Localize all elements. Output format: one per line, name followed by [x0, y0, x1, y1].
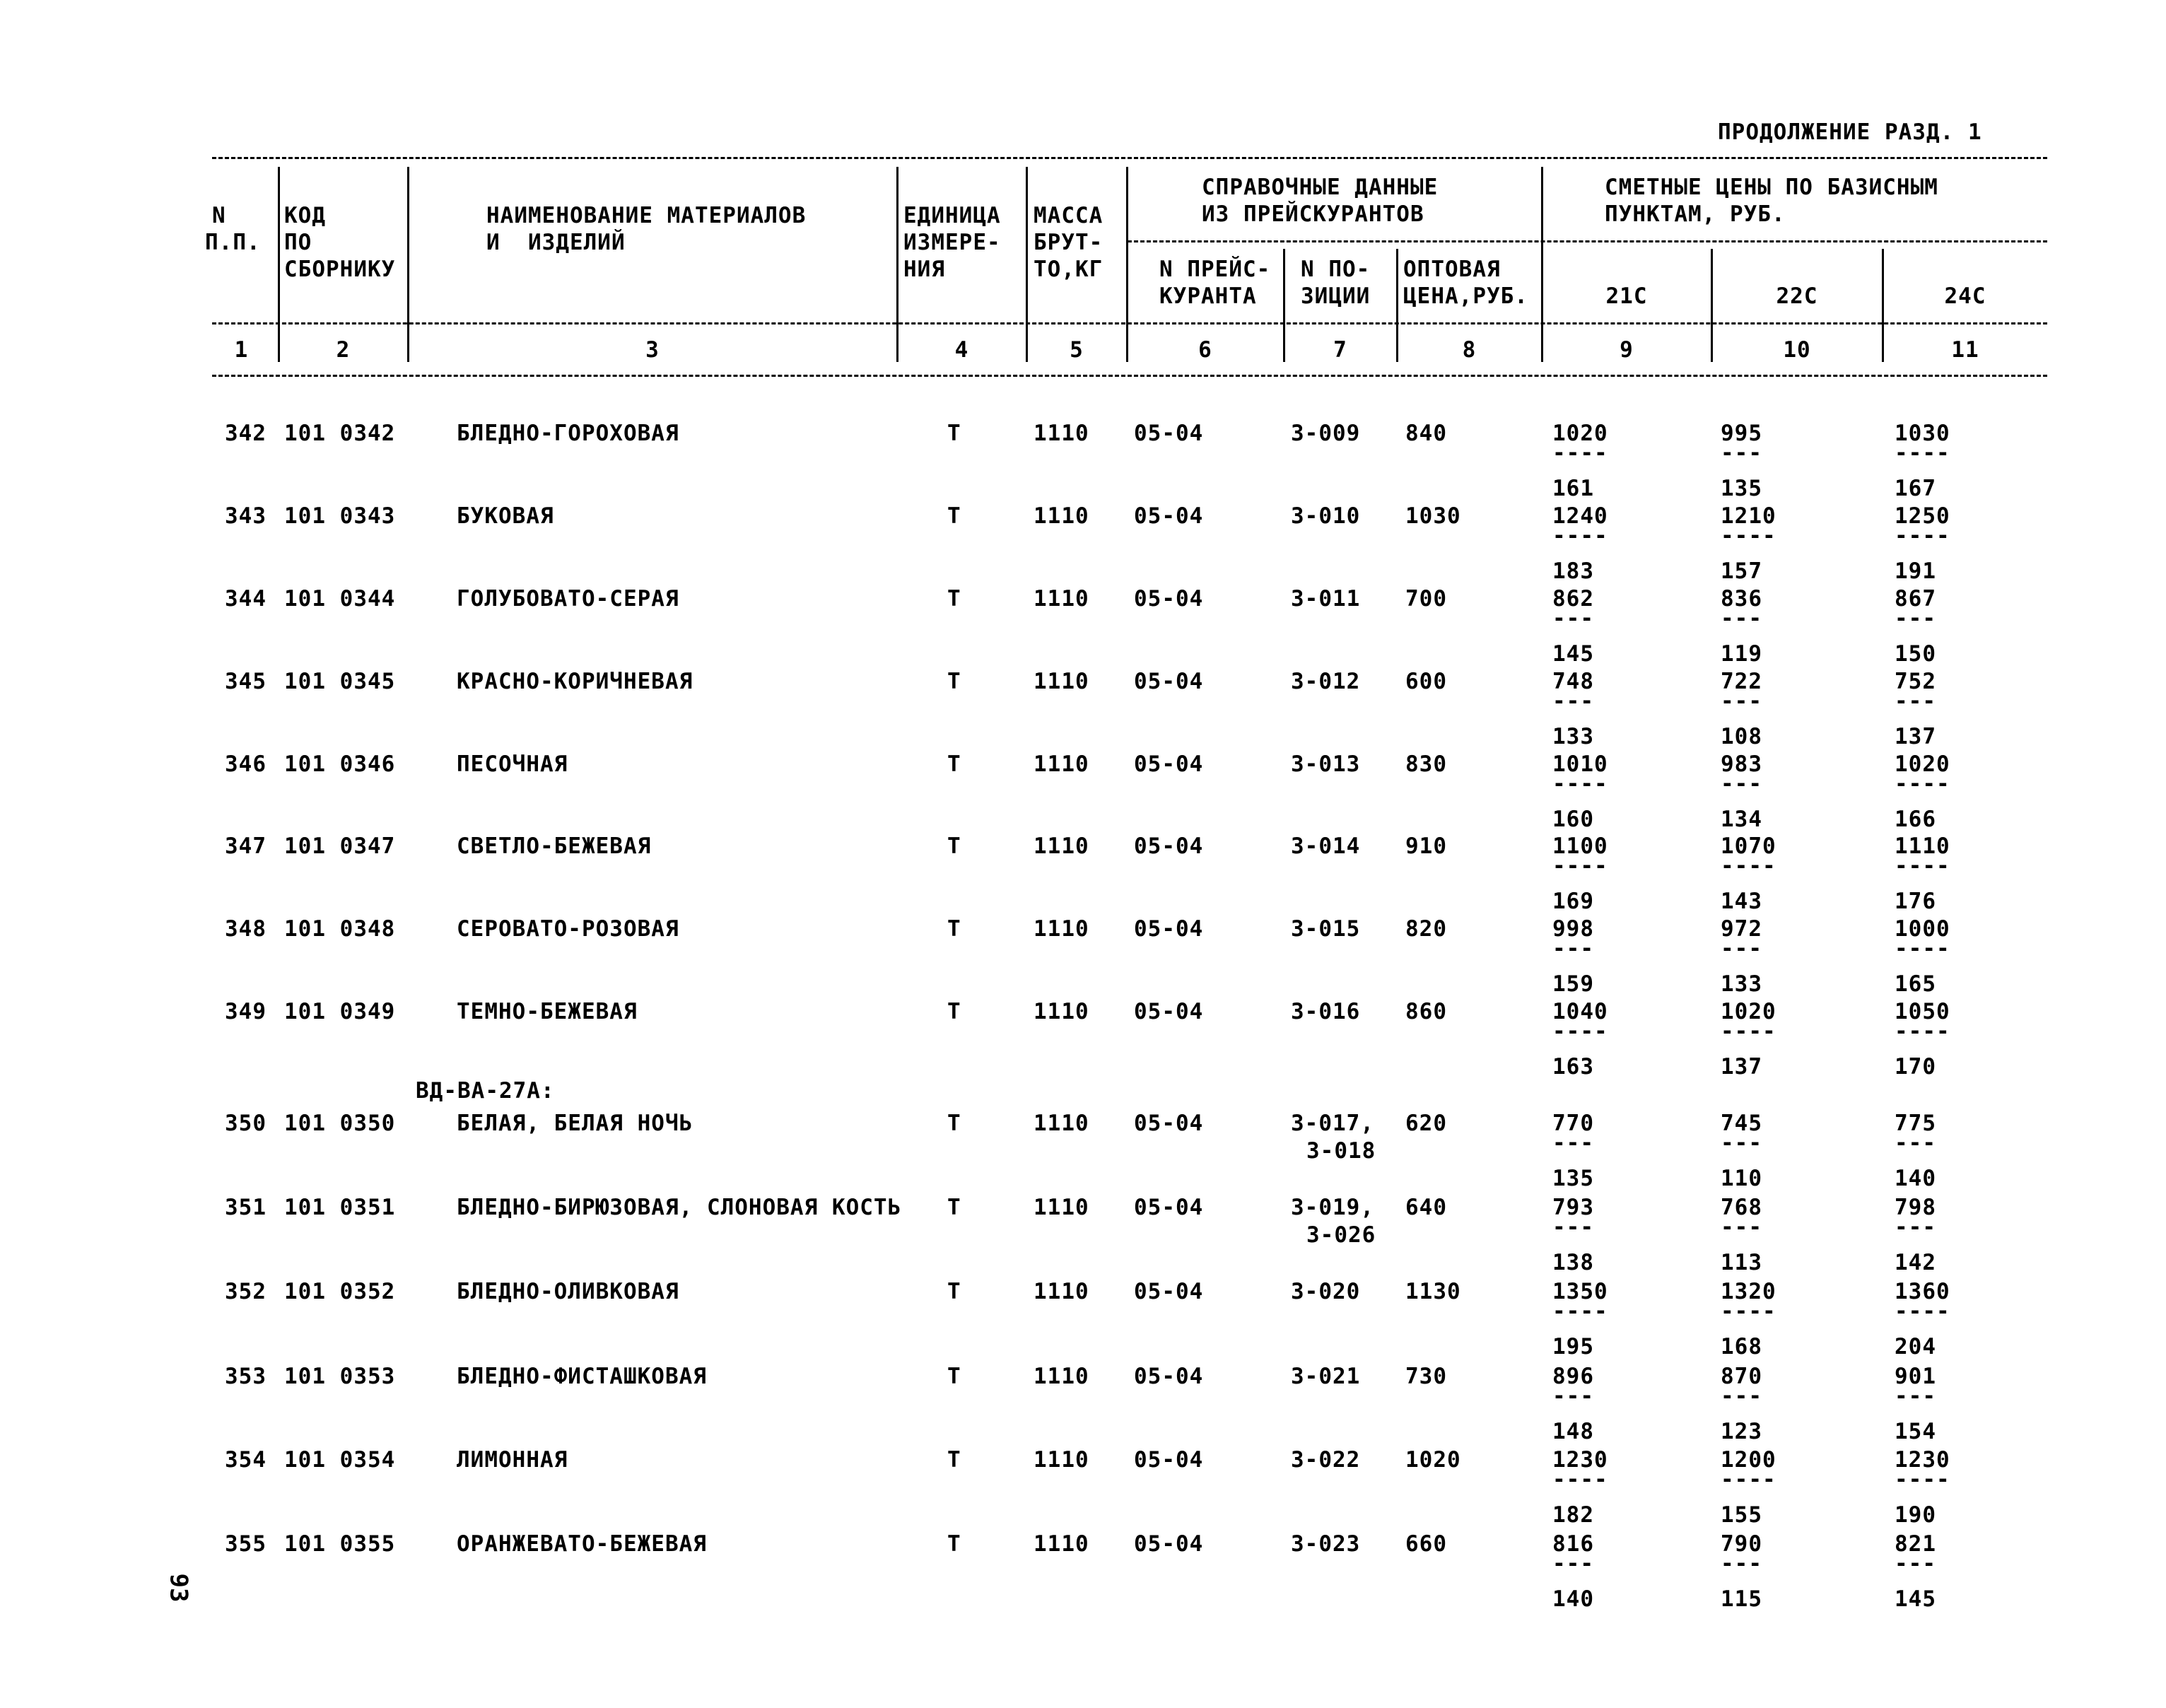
price-21c-numerator: 1240: [1552, 503, 1608, 529]
price-24c-fraction-bar: ---: [1895, 1130, 1936, 1156]
header-divider: [1541, 167, 1543, 362]
price-21c-denominator: 195: [1552, 1334, 1594, 1359]
row-name: БЛЕДНО-ГОРОХОВАЯ: [457, 421, 679, 446]
price-24c-fraction-bar: ----: [1895, 771, 1950, 797]
row-unit: Т: [947, 916, 961, 942]
row-unit: Т: [947, 1279, 961, 1304]
group-label: ВД-ВА-27А:: [416, 1078, 555, 1104]
price-24c-denominator: 170: [1895, 1054, 1936, 1080]
row-code: 101 0348: [284, 916, 396, 942]
price-24c-denominator: 165: [1895, 971, 1936, 997]
header-divider: [1026, 167, 1028, 362]
price-24c-denominator: 142: [1895, 1250, 1936, 1275]
row-wholesale-price: 1030: [1405, 503, 1461, 529]
header-col8-line1: ОПТОВАЯ: [1403, 257, 1501, 282]
row-position-second: 3-018: [1306, 1138, 1376, 1164]
price-21c-denominator: 145: [1552, 641, 1594, 667]
price-24c-denominator: 191: [1895, 558, 1936, 584]
row-code: 101 0349: [284, 999, 396, 1024]
row-mass: 1110: [1034, 1531, 1089, 1557]
row-position: 3-022: [1291, 1447, 1361, 1473]
price-21c-numerator: 1350: [1552, 1279, 1608, 1304]
price-22c-denominator: 123: [1721, 1419, 1762, 1444]
page-number: 93: [164, 1573, 193, 1603]
col-number-8: 8: [1462, 337, 1477, 363]
price-22c-denominator: 155: [1721, 1502, 1762, 1528]
row-pricelist-number: 05-04: [1134, 999, 1204, 1024]
row-name: БЛЕДНО-ОЛИВКОВАЯ: [457, 1279, 679, 1304]
row-number: 354: [225, 1447, 267, 1473]
price-21c-fraction-bar: ---: [1552, 606, 1594, 631]
col-number-3: 3: [645, 337, 660, 363]
price-24c-fraction-bar: ----: [1895, 1019, 1950, 1044]
price-21c-fraction-bar: ---: [1552, 1384, 1594, 1409]
continuation-label: ПРОДОЛЖЕНИЕ РАЗД. 1: [1718, 119, 1982, 145]
row-pricelist-number: 05-04: [1134, 1447, 1204, 1473]
row-wholesale-price: 600: [1405, 669, 1447, 694]
row-mass: 1110: [1034, 503, 1089, 529]
row-wholesale-price: 730: [1405, 1364, 1447, 1389]
price-21c-numerator: 998: [1552, 916, 1594, 942]
header-col7-line2: ЗИЦИИ: [1301, 283, 1371, 309]
row-wholesale-price: 1020: [1405, 1447, 1461, 1473]
price-21c-denominator: 148: [1552, 1419, 1594, 1444]
row-pricelist-number: 05-04: [1134, 916, 1204, 942]
price-21c-numerator: 793: [1552, 1195, 1594, 1220]
col-number-9: 9: [1620, 337, 1634, 363]
price-21c-fraction-bar: ---: [1552, 1551, 1594, 1577]
header-mid-rule: [212, 322, 2047, 324]
col-number-4: 4: [954, 337, 969, 363]
price-21c-numerator: 770: [1552, 1111, 1594, 1136]
price-22c-denominator: 119: [1721, 641, 1762, 667]
row-name: ГОЛУБОВАТО-СЕРАЯ: [457, 586, 679, 612]
price-22c-denominator: 113: [1721, 1250, 1762, 1275]
row-number: 345: [225, 669, 267, 694]
row-unit: Т: [947, 1195, 961, 1220]
row-wholesale-price: 820: [1405, 916, 1447, 942]
price-24c-numerator: 1000: [1895, 916, 1950, 942]
row-wholesale-price: 1130: [1405, 1279, 1461, 1304]
price-24c-numerator: 1020: [1895, 751, 1950, 777]
header-divider: [1126, 167, 1128, 362]
row-pricelist-number: 05-04: [1134, 586, 1204, 612]
row-code: 101 0346: [284, 751, 396, 777]
price-22c-denominator: 134: [1721, 807, 1762, 832]
row-pricelist-number: 05-04: [1134, 669, 1204, 694]
price-22c-denominator: 135: [1721, 476, 1762, 501]
row-number: 343: [225, 503, 267, 529]
row-mass: 1110: [1034, 1364, 1089, 1389]
row-name: СЕРОВАТО-РОЗОВАЯ: [457, 916, 679, 942]
row-number: 351: [225, 1195, 267, 1220]
row-mass: 1110: [1034, 669, 1089, 694]
row-position: 3-023: [1291, 1531, 1361, 1557]
price-22c-fraction-bar: ----: [1721, 1299, 1776, 1324]
price-22c-numerator: 995: [1721, 421, 1762, 446]
row-code: 101 0351: [284, 1195, 396, 1220]
header-col5-line3: ТО,КГ: [1034, 257, 1104, 282]
price-21c-fraction-bar: ----: [1552, 1467, 1608, 1492]
price-21c-denominator: 135: [1552, 1166, 1594, 1191]
header-price-group-line2: ПУНКТАМ, РУБ.: [1605, 201, 1786, 227]
row-position-second: 3-026: [1306, 1222, 1376, 1248]
price-22c-fraction-bar: ---: [1721, 689, 1762, 714]
row-code: 101 0345: [284, 669, 396, 694]
price-22c-numerator: 790: [1721, 1531, 1762, 1557]
header-col4-line3: НИЯ: [903, 257, 945, 282]
row-unit: Т: [947, 751, 961, 777]
row-position: 3-011: [1291, 586, 1361, 612]
header-col2-line2: ПО: [284, 230, 312, 255]
price-21c-fraction-bar: ---: [1552, 1215, 1594, 1240]
price-21c-numerator: 816: [1552, 1531, 1594, 1557]
price-24c-denominator: 167: [1895, 476, 1936, 501]
row-pricelist-number: 05-04: [1134, 1364, 1204, 1389]
price-24c-numerator: 821: [1895, 1531, 1936, 1557]
row-mass: 1110: [1034, 1195, 1089, 1220]
row-position: 3-012: [1291, 669, 1361, 694]
header-col5-line2: БРУТ-: [1034, 230, 1104, 255]
price-21c-numerator: 1010: [1552, 751, 1608, 777]
header-bottom-rule: [212, 375, 2047, 377]
row-position: 3-019,: [1291, 1195, 1374, 1220]
price-21c-denominator: 133: [1552, 724, 1594, 749]
row-pricelist-number: 05-04: [1134, 1195, 1204, 1220]
row-code: 101 0347: [284, 833, 396, 859]
price-24c-denominator: 204: [1895, 1334, 1936, 1359]
price-21c-denominator: 183: [1552, 558, 1594, 584]
row-mass: 1110: [1034, 751, 1089, 777]
col-number-1: 1: [234, 337, 249, 363]
row-number: 342: [225, 421, 267, 446]
price-21c-numerator: 1040: [1552, 999, 1608, 1024]
col-number-7: 7: [1333, 337, 1347, 363]
header-col3-line2: И ИЗДЕЛИЙ: [486, 230, 626, 255]
price-22c-numerator: 745: [1721, 1111, 1762, 1136]
row-name: БЛЕДНО-ФИСТАШКОВАЯ: [457, 1364, 707, 1389]
price-24c-denominator: 140: [1895, 1166, 1936, 1191]
row-number: 355: [225, 1531, 267, 1557]
price-22c-fraction-bar: ----: [1721, 1467, 1776, 1492]
price-21c-numerator: 1020: [1552, 421, 1608, 446]
row-wholesale-price: 640: [1405, 1195, 1447, 1220]
row-number: 352: [225, 1279, 267, 1304]
price-21c-numerator: 748: [1552, 669, 1594, 694]
price-24c-numerator: 1250: [1895, 503, 1950, 529]
price-22c-denominator: 157: [1721, 558, 1762, 584]
row-mass: 1110: [1034, 1111, 1089, 1136]
price-24c-denominator: 145: [1895, 1586, 1936, 1612]
col-number-2: 2: [336, 337, 351, 363]
row-name: БЛЕДНО-БИРЮЗОВАЯ, СЛОНОВАЯ КОСТЬ: [457, 1195, 902, 1220]
header-ref-group-line1: СПРАВОЧНЫЕ ДАННЫЕ: [1202, 175, 1439, 200]
row-wholesale-price: 660: [1405, 1531, 1447, 1557]
price-21c-fraction-bar: ----: [1552, 853, 1608, 879]
row-code: 101 0343: [284, 503, 396, 529]
price-21c-fraction-bar: ----: [1552, 523, 1608, 549]
header-price-group-line1: СМЕТНЫЕ ЦЕНЫ ПО БАЗИСНЫМ: [1605, 175, 1938, 200]
row-wholesale-price: 840: [1405, 421, 1447, 446]
row-name: БЕЛАЯ, БЕЛАЯ НОЧЬ: [457, 1111, 693, 1136]
row-mass: 1110: [1034, 1447, 1089, 1473]
row-position: 3-015: [1291, 916, 1361, 942]
price-21c-denominator: 138: [1552, 1250, 1594, 1275]
price-22c-denominator: 168: [1721, 1334, 1762, 1359]
row-code: 101 0350: [284, 1111, 396, 1136]
row-unit: Т: [947, 1531, 961, 1557]
header-divider: [407, 167, 409, 362]
price-22c-denominator: 137: [1721, 1054, 1762, 1080]
row-number: 353: [225, 1364, 267, 1389]
price-21c-denominator: 159: [1552, 971, 1594, 997]
row-unit: Т: [947, 1364, 961, 1389]
price-22c-numerator: 1070: [1721, 833, 1776, 859]
row-wholesale-price: 830: [1405, 751, 1447, 777]
header-col11: 24С: [1944, 283, 1986, 309]
price-21c-numerator: 862: [1552, 586, 1594, 612]
price-24c-numerator: 775: [1895, 1111, 1936, 1136]
row-unit: Т: [947, 669, 961, 694]
header-col6-line2: КУРАНТА: [1159, 283, 1257, 309]
row-name: ПЕСОЧНАЯ: [457, 751, 568, 777]
price-24c-denominator: 150: [1895, 641, 1936, 667]
price-24c-fraction-bar: ---: [1895, 689, 1936, 714]
price-21c-fraction-bar: ---: [1552, 689, 1594, 714]
row-position: 3-009: [1291, 421, 1361, 446]
price-24c-fraction-bar: ----: [1895, 440, 1950, 466]
row-number: 346: [225, 751, 267, 777]
header-group-rule: [1128, 240, 2047, 242]
row-wholesale-price: 700: [1405, 586, 1447, 612]
row-number: 348: [225, 916, 267, 942]
price-22c-fraction-bar: ----: [1721, 853, 1776, 879]
row-number: 349: [225, 999, 267, 1024]
row-number: 344: [225, 586, 267, 612]
row-name: ЛИМОННАЯ: [457, 1447, 568, 1473]
header-col5-line1: МАССА: [1034, 203, 1104, 228]
header-col4-line1: ЕДИНИЦА: [903, 203, 1001, 228]
row-unit: Т: [947, 586, 961, 612]
price-24c-fraction-bar: ----: [1895, 853, 1950, 879]
price-22c-numerator: 1210: [1721, 503, 1776, 529]
row-mass: 1110: [1034, 586, 1089, 612]
price-21c-fraction-bar: ---: [1552, 1130, 1594, 1156]
row-wholesale-price: 860: [1405, 999, 1447, 1024]
price-21c-denominator: 182: [1552, 1502, 1594, 1528]
price-21c-fraction-bar: ----: [1552, 1019, 1608, 1044]
price-21c-numerator: 1230: [1552, 1447, 1608, 1473]
header-col3-line1: НАИМЕНОВАНИЕ МАТЕРИАЛОВ: [486, 203, 807, 228]
row-pricelist-number: 05-04: [1134, 421, 1204, 446]
price-24c-fraction-bar: ----: [1895, 936, 1950, 961]
header-col2-line1: КОД: [284, 203, 326, 228]
row-unit: Т: [947, 1447, 961, 1473]
price-24c-numerator: 798: [1895, 1195, 1936, 1220]
price-21c-fraction-bar: ---: [1552, 936, 1594, 961]
price-24c-numerator: 1050: [1895, 999, 1950, 1024]
price-21c-denominator: 169: [1552, 889, 1594, 914]
price-22c-denominator: 110: [1721, 1166, 1762, 1191]
row-name: ТЕМНО-БЕЖЕВАЯ: [457, 999, 638, 1024]
price-24c-denominator: 137: [1895, 724, 1936, 749]
row-pricelist-number: 05-04: [1134, 1111, 1204, 1136]
price-22c-numerator: 1200: [1721, 1447, 1776, 1473]
row-mass: 1110: [1034, 1279, 1089, 1304]
col-number-6: 6: [1198, 337, 1212, 363]
price-22c-numerator: 972: [1721, 916, 1762, 942]
price-24c-numerator: 1030: [1895, 421, 1950, 446]
price-21c-denominator: 163: [1552, 1054, 1594, 1080]
header-col9: 21С: [1605, 283, 1648, 309]
row-number: 347: [225, 833, 267, 859]
price-21c-numerator: 896: [1552, 1364, 1594, 1389]
price-22c-fraction-bar: ---: [1721, 606, 1762, 631]
row-unit: Т: [947, 1111, 961, 1136]
row-unit: Т: [947, 999, 961, 1024]
price-22c-numerator: 1320: [1721, 1279, 1776, 1304]
price-21c-fraction-bar: ----: [1552, 1299, 1608, 1324]
header-col7-line1: N ПО-: [1301, 257, 1371, 282]
price-22c-denominator: 108: [1721, 724, 1762, 749]
row-position: 3-021: [1291, 1364, 1361, 1389]
row-pricelist-number: 05-04: [1134, 1279, 1204, 1304]
col-number-11: 11: [1951, 337, 1979, 363]
row-name: БУКОВАЯ: [457, 503, 554, 529]
price-24c-denominator: 166: [1895, 807, 1936, 832]
price-24c-fraction-bar: ---: [1895, 1215, 1936, 1240]
header-col8-line2: ЦЕНА,РУБ.: [1403, 283, 1528, 309]
header-divider: [278, 167, 280, 362]
row-position: 3-017,: [1291, 1111, 1374, 1136]
row-wholesale-price: 620: [1405, 1111, 1447, 1136]
row-code: 101 0353: [284, 1364, 396, 1389]
price-22c-numerator: 722: [1721, 669, 1762, 694]
row-mass: 1110: [1034, 999, 1089, 1024]
row-name: ОРАНЖЕВАТО-БЕЖЕВАЯ: [457, 1531, 707, 1557]
row-code: 101 0344: [284, 586, 396, 612]
header-col10: 22С: [1776, 283, 1818, 309]
row-number: 350: [225, 1111, 267, 1136]
price-22c-fraction-bar: ---: [1721, 1551, 1762, 1577]
price-22c-denominator: 133: [1721, 971, 1762, 997]
price-22c-numerator: 836: [1721, 586, 1762, 612]
price-21c-denominator: 161: [1552, 476, 1594, 501]
row-position: 3-013: [1291, 751, 1361, 777]
price-24c-numerator: 867: [1895, 586, 1936, 612]
price-24c-numerator: 1360: [1895, 1279, 1950, 1304]
header-col2-line3: СБОРНИКУ: [284, 257, 396, 282]
price-22c-numerator: 1020: [1721, 999, 1776, 1024]
col-number-5: 5: [1070, 337, 1084, 363]
header-ref-group-line2: ИЗ ПРЕЙСКУРАНТОВ: [1202, 201, 1424, 227]
row-pricelist-number: 05-04: [1134, 751, 1204, 777]
col-number-10: 10: [1783, 337, 1811, 363]
price-24c-fraction-bar: ----: [1895, 523, 1950, 549]
price-24c-numerator: 901: [1895, 1364, 1936, 1389]
header-col1-line1: N: [212, 203, 226, 228]
row-name: КРАСНО-КОРИЧНЕВАЯ: [457, 669, 693, 694]
row-code: 101 0355: [284, 1531, 396, 1557]
row-pricelist-number: 05-04: [1134, 503, 1204, 529]
row-position: 3-020: [1291, 1279, 1361, 1304]
price-22c-fraction-bar: ---: [1721, 1130, 1762, 1156]
price-22c-denominator: 115: [1721, 1586, 1762, 1612]
price-24c-denominator: 190: [1895, 1502, 1936, 1528]
price-21c-denominator: 160: [1552, 807, 1594, 832]
row-unit: Т: [947, 421, 961, 446]
row-mass: 1110: [1034, 421, 1089, 446]
price-21c-numerator: 1100: [1552, 833, 1608, 859]
price-24c-numerator: 752: [1895, 669, 1936, 694]
price-24c-numerator: 1230: [1895, 1447, 1950, 1473]
price-22c-numerator: 870: [1721, 1364, 1762, 1389]
price-22c-denominator: 143: [1721, 889, 1762, 914]
price-24c-fraction-bar: ---: [1895, 1551, 1936, 1577]
header-divider: [896, 167, 898, 362]
price-22c-fraction-bar: ----: [1721, 1019, 1776, 1044]
row-unit: Т: [947, 503, 961, 529]
price-21c-fraction-bar: ----: [1552, 440, 1608, 466]
header-col6-line1: N ПРЕЙС-: [1159, 257, 1271, 282]
header-col4-line2: ИЗМЕРЕ-: [903, 230, 1001, 255]
price-24c-denominator: 154: [1895, 1419, 1936, 1444]
price-22c-fraction-bar: ---: [1721, 936, 1762, 961]
row-code: 101 0352: [284, 1279, 396, 1304]
row-name: СВЕТЛО-БЕЖЕВАЯ: [457, 833, 652, 859]
row-pricelist-number: 05-04: [1134, 833, 1204, 859]
row-position: 3-010: [1291, 503, 1361, 529]
row-code: 101 0354: [284, 1447, 396, 1473]
row-pricelist-number: 05-04: [1134, 1531, 1204, 1557]
price-24c-fraction-bar: ----: [1895, 1467, 1950, 1492]
price-22c-fraction-bar: ----: [1721, 523, 1776, 549]
row-position: 3-016: [1291, 999, 1361, 1024]
price-24c-fraction-bar: ---: [1895, 606, 1936, 631]
header-col1-line2: П.П.: [205, 230, 261, 255]
price-22c-numerator: 768: [1721, 1195, 1762, 1220]
price-24c-fraction-bar: ----: [1895, 1299, 1950, 1324]
price-22c-fraction-bar: ---: [1721, 440, 1762, 466]
price-21c-denominator: 140: [1552, 1586, 1594, 1612]
row-wholesale-price: 910: [1405, 833, 1447, 859]
header-top-rule: [212, 157, 2047, 159]
price-22c-fraction-bar: ---: [1721, 1384, 1762, 1409]
price-22c-numerator: 983: [1721, 751, 1762, 777]
price-24c-fraction-bar: ---: [1895, 1384, 1936, 1409]
price-22c-fraction-bar: ---: [1721, 1215, 1762, 1240]
row-unit: Т: [947, 833, 961, 859]
price-22c-fraction-bar: ---: [1721, 771, 1762, 797]
row-mass: 1110: [1034, 916, 1089, 942]
row-code: 101 0342: [284, 421, 396, 446]
row-position: 3-014: [1291, 833, 1361, 859]
price-24c-denominator: 176: [1895, 889, 1936, 914]
price-24c-numerator: 1110: [1895, 833, 1950, 859]
row-mass: 1110: [1034, 833, 1089, 859]
price-21c-fraction-bar: ----: [1552, 771, 1608, 797]
